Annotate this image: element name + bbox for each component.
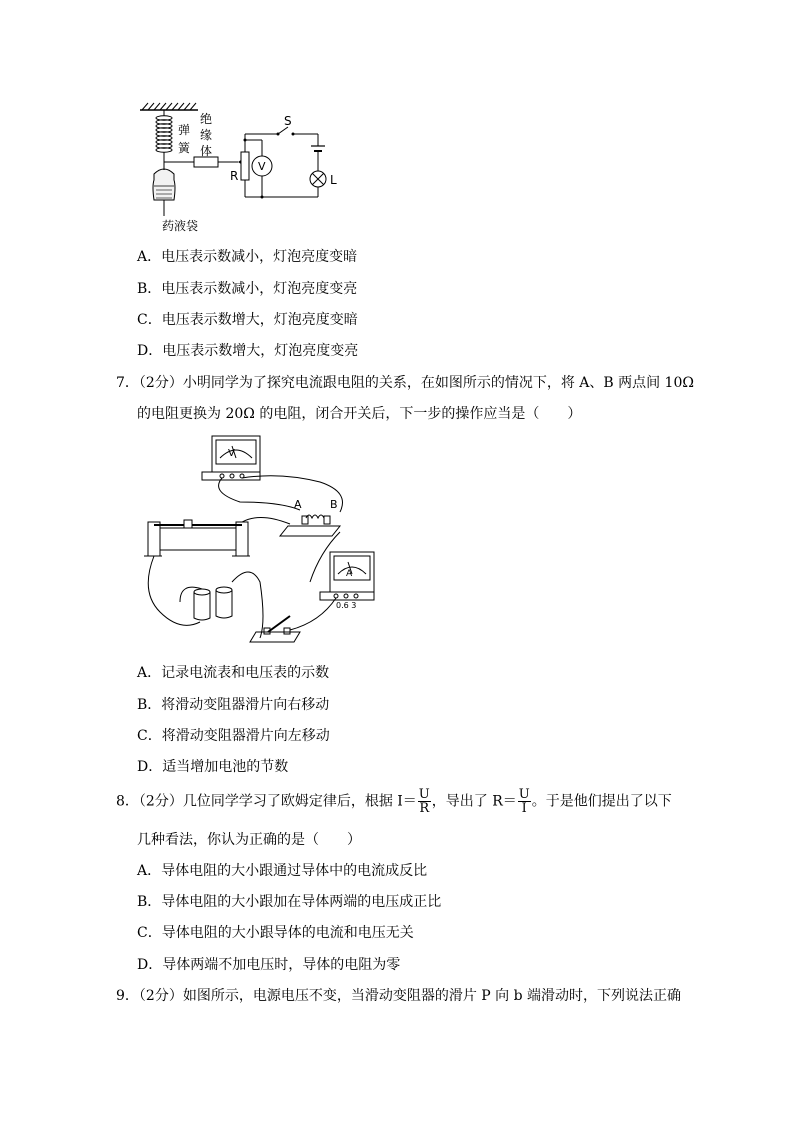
svg-text:S: S [284, 114, 292, 128]
q6-option-c[interactable]: C．电压表示数增大，灯泡亮度变暗 [137, 312, 358, 328]
q8-stem-line1: 8．（2分）几位同学学习了欧姆定律后，根据 I＝ $\frac{U}{R}$ ，导出了 R＝ $\frac{U}{I}$ 。于是他们提出了以下 [116, 787, 672, 816]
q7-option-d[interactable]: D．适当增加电池的节数 [137, 759, 289, 775]
q7-option-c[interactable]: C．将滑动变阻器滑片向左移动 [137, 728, 330, 744]
formula-r-equals-u-over-i: $\frac{U}{I}$ [518, 787, 530, 816]
q8-option-b[interactable]: B．导体电阻的大小跟加在导体两端的电压成正比 [137, 894, 442, 910]
q8-stem-line2: 几种看法，你认为正确的是（ ） [137, 832, 361, 848]
svg-text:体: 体 [200, 144, 213, 158]
q8-option-c[interactable]: C．导体电阻的大小跟导体的电流和电压无关 [137, 925, 414, 941]
svg-text:V: V [258, 160, 266, 173]
spring-label: 弹 [178, 123, 191, 137]
q8-option-a[interactable]: A．导体电阻的大小跟通过导体中的电流成反比 [137, 863, 428, 879]
svg-text:0.6 3: 0.6 3 [336, 601, 357, 610]
svg-text:A: A [346, 569, 353, 579]
svg-text:缘: 缘 [200, 128, 213, 142]
svg-text:绝: 绝 [200, 112, 213, 126]
q7-option-b[interactable]: B．将滑动变阻器滑片向右移动 [137, 697, 330, 713]
q6-option-b[interactable]: B．电压表示数减小，灯泡亮度变亮 [137, 281, 358, 297]
q7-stem-line1: 7．（2分）小明同学为了探究电流跟电阻的关系，在如图所示的情况下，将 A、B 两点间 10Ω [116, 375, 694, 391]
formula-i-equals-u-over-r: $\frac{U}{R}$ [418, 787, 430, 816]
svg-text:簧: 簧 [178, 141, 191, 155]
svg-text:L: L [330, 173, 337, 187]
q8-option-d[interactable]: D．导体两端不加电压时，导体的电阻为零 [137, 957, 401, 973]
q6-option-d[interactable]: D．电压表示数增大，灯泡亮度变亮 [137, 343, 359, 359]
bag-label: 药液袋 [162, 219, 199, 233]
q7-option-a[interactable]: A．记录电流表和电压表的示数 [137, 665, 330, 681]
figure-q6-circuit [128, 100, 368, 235]
svg-text:V: V [228, 448, 235, 459]
svg-text:A: A [294, 498, 302, 511]
svg-text:B: B [330, 498, 338, 511]
q7-stem-line2: 的电阻更换为 20Ω 的电阻，闭合开关后，下一步的操作应当是（ ） [137, 406, 582, 422]
svg-text:R: R [230, 169, 239, 183]
q6-option-a[interactable]: A．电压表示数减小，灯泡亮度变暗 [137, 249, 358, 265]
q9-stem-line1: 9．（2分）如图所示，电源电压不变，当滑动变阻器的滑片 P 向 b 端滑动时，下列说法正确 [116, 988, 681, 1004]
figure-q7-apparatus [140, 432, 380, 647]
